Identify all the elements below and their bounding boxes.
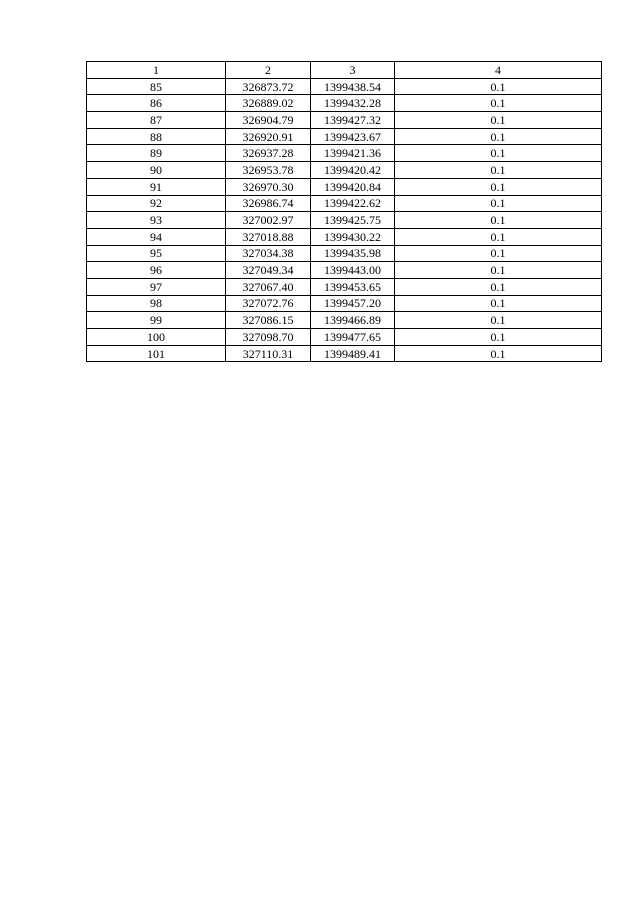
point-number-cell: 99 — [87, 312, 226, 329]
point-number-cell: 95 — [87, 245, 226, 262]
x-coordinate-cell: 326920.91 — [226, 128, 311, 145]
x-coordinate-cell: 327049.34 — [226, 262, 311, 279]
y-coordinate-cell: 1399435.98 — [311, 245, 395, 262]
error-cell: 0.1 — [395, 112, 602, 129]
x-coordinate-cell: 327034.38 — [226, 245, 311, 262]
x-coordinate-cell: 327018.88 — [226, 228, 311, 245]
x-coordinate-cell: 326904.79 — [226, 112, 311, 129]
table-row — [87, 195, 602, 212]
y-coordinate-cell: 1399423.67 — [311, 128, 395, 145]
x-coordinate-cell: 326986.74 — [226, 195, 311, 212]
table-row — [87, 112, 602, 129]
error-cell: 0.1 — [395, 178, 602, 195]
x-coordinate-cell: 326953.78 — [226, 162, 311, 179]
error-cell: 0.1 — [395, 95, 602, 112]
table-row — [87, 178, 602, 195]
point-number-cell: 87 — [87, 112, 226, 129]
x-coordinate-cell: 326889.02 — [226, 95, 311, 112]
x-coordinate-cell: 327086.15 — [226, 312, 311, 329]
table-row — [87, 212, 602, 229]
y-coordinate-cell: 1399425.75 — [311, 212, 395, 229]
error-cell: 0.1 — [395, 78, 602, 95]
error-cell: 0.1 — [395, 295, 602, 312]
table-row — [87, 329, 602, 346]
x-coordinate-cell: 327098.70 — [226, 329, 311, 346]
y-coordinate-cell: 1399438.54 — [311, 78, 395, 95]
header-cell-4: 4 — [395, 62, 602, 79]
error-cell: 0.1 — [395, 162, 602, 179]
error-cell: 0.1 — [395, 329, 602, 346]
table-row — [87, 162, 602, 179]
error-cell: 0.1 — [395, 212, 602, 229]
x-coordinate-cell: 326937.28 — [226, 145, 311, 162]
point-number-cell: 100 — [87, 329, 226, 346]
y-coordinate-cell: 1399466.89 — [311, 312, 395, 329]
table-row — [87, 278, 602, 295]
y-coordinate-cell: 1399420.84 — [311, 178, 395, 195]
x-coordinate-cell: 327002.97 — [226, 212, 311, 229]
y-coordinate-cell: 1399421.36 — [311, 145, 395, 162]
point-number-cell: 98 — [87, 295, 226, 312]
y-coordinate-cell: 1399443.00 — [311, 262, 395, 279]
point-number-cell: 88 — [87, 128, 226, 145]
y-coordinate-cell: 1399427.32 — [311, 112, 395, 129]
point-number-cell: 94 — [87, 228, 226, 245]
point-number-cell: 86 — [87, 95, 226, 112]
error-cell: 0.1 — [395, 195, 602, 212]
error-cell: 0.1 — [395, 278, 602, 295]
y-coordinate-cell: 1399489.41 — [311, 345, 395, 362]
error-cell: 0.1 — [395, 228, 602, 245]
point-number-cell: 96 — [87, 262, 226, 279]
table-row — [87, 295, 602, 312]
coordinates-table — [86, 61, 602, 362]
y-coordinate-cell: 1399432.28 — [311, 95, 395, 112]
header-cell-3: 3 — [311, 62, 395, 79]
table-row — [87, 345, 602, 362]
x-coordinate-cell: 327067.40 — [226, 278, 311, 295]
point-number-cell: 90 — [87, 162, 226, 179]
error-cell: 0.1 — [395, 245, 602, 262]
point-number-cell: 97 — [87, 278, 226, 295]
y-coordinate-cell: 1399420.42 — [311, 162, 395, 179]
error-cell: 0.1 — [395, 145, 602, 162]
error-cell: 0.1 — [395, 128, 602, 145]
point-number-cell: 89 — [87, 145, 226, 162]
y-coordinate-cell: 1399457.20 — [311, 295, 395, 312]
error-cell: 0.1 — [395, 345, 602, 362]
error-cell: 0.1 — [395, 262, 602, 279]
header-cell-1: 1 — [87, 62, 226, 79]
header-cell-2: 2 — [226, 62, 311, 79]
x-coordinate-cell: 327072.76 — [226, 295, 311, 312]
error-cell: 0.1 — [395, 312, 602, 329]
table-row — [87, 145, 602, 162]
y-coordinate-cell: 1399422.62 — [311, 195, 395, 212]
x-coordinate-cell: 327110.31 — [226, 345, 311, 362]
point-number-cell: 85 — [87, 78, 226, 95]
y-coordinate-cell: 1399477.65 — [311, 329, 395, 346]
point-number-cell: 92 — [87, 195, 226, 212]
point-number-cell: 91 — [87, 178, 226, 195]
point-number-cell: 93 — [87, 212, 226, 229]
table-row — [87, 128, 602, 145]
x-coordinate-cell: 326970.30 — [226, 178, 311, 195]
table-row — [87, 228, 602, 245]
y-coordinate-cell: 1399453.65 — [311, 278, 395, 295]
table-row — [87, 312, 602, 329]
y-coordinate-cell: 1399430.22 — [311, 228, 395, 245]
table-body — [87, 78, 602, 362]
table-row — [87, 245, 602, 262]
table-row — [87, 78, 602, 95]
table-row — [87, 95, 602, 112]
point-number-cell: 101 — [87, 345, 226, 362]
x-coordinate-cell: 326873.72 — [226, 78, 311, 95]
header-row — [87, 62, 602, 79]
table-header — [87, 62, 602, 79]
table-row — [87, 262, 602, 279]
